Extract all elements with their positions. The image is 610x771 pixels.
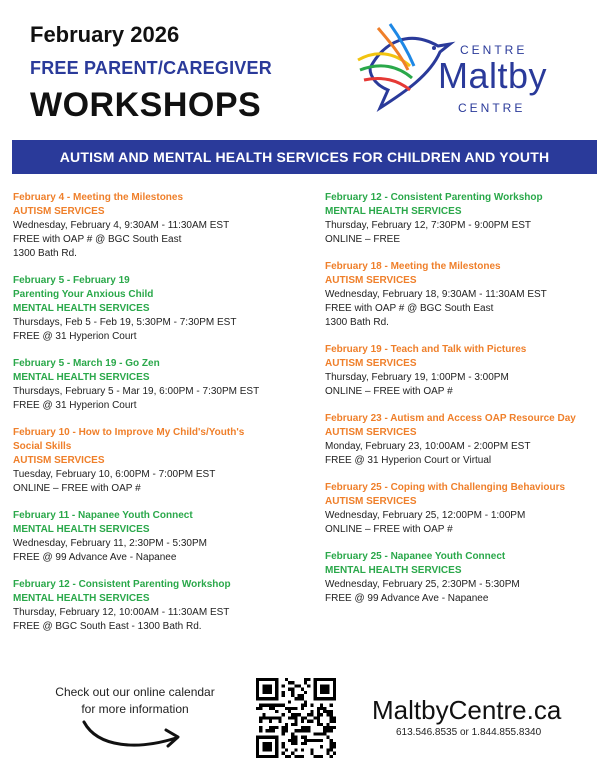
subtitle-heading: FREE PARENT/CAREGIVER (30, 58, 272, 78)
event-detail: Wednesday, February 4, 9:30AM - 11:30AM EST (13, 220, 230, 231)
event-title: February 18 - Meeting the Milestones (325, 261, 501, 272)
event-title: February 12 - Consistent Parenting Workshop (13, 579, 231, 590)
calendar-line-1: Check out our online calendar (55, 685, 215, 699)
event-item (325, 481, 605, 537)
event-detail: FREE @ BGC South East - 1300 Bath Rd. (13, 621, 202, 632)
month-heading: February 2026 (30, 22, 180, 47)
event-detail: Wednesday, February 25, 2:30PM - 5:30PM (325, 579, 520, 590)
left-event-column (13, 191, 309, 647)
event-service: AUTISM SERVICES (13, 206, 105, 217)
event-title: February 4 - Meeting the Milestones (13, 192, 184, 203)
event-item (325, 550, 605, 606)
event-service: AUTISM SERVICES (325, 496, 417, 507)
event-service: MENTAL HEALTH SERVICES (325, 206, 462, 217)
right-event-column (325, 191, 605, 619)
event-detail: FREE with OAP # @ BGC South East (325, 303, 494, 314)
event-detail: ONLINE – FREE with OAP # (13, 483, 141, 494)
event-detail: Monday, February 23, 10:00AM - 2:00PM EST (325, 441, 531, 452)
event-title: February 23 - Autism and Access OAP Resource Day (325, 413, 576, 424)
event-title-continued: Parenting Your Anxious Child (13, 289, 154, 300)
event-service: MENTAL HEALTH SERVICES (325, 565, 462, 576)
event-detail: Thursdays, February 5 - Mar 19, 6:00PM - 7:30PM EST (13, 386, 260, 397)
event-detail: Thursdays, Feb 5 - Feb 19, 5:30PM - 7:30PM EST (13, 317, 237, 328)
event-detail: 1300 Bath Rd. (325, 317, 389, 328)
event-detail: Thursday, February 12, 10:00AM - 11:30AM EST (13, 607, 230, 618)
logo-bottom-text: CENTRE (458, 101, 526, 115)
event-detail: FREE @ 99 Advance Ave - Napanee (13, 552, 177, 563)
event-item (325, 412, 605, 468)
event-detail: ONLINE – FREE with OAP # (325, 386, 453, 397)
event-detail: Thursday, February 12, 7:30PM - 9:00PM EST (325, 220, 532, 231)
event-detail: Wednesday, February 11, 2:30PM - 5:30PM (13, 538, 207, 549)
event-item (13, 191, 309, 261)
event-item (13, 274, 309, 344)
event-service: MENTAL HEALTH SERVICES (13, 524, 150, 535)
event-detail: FREE @ 31 Hyperion Court (13, 400, 137, 411)
event-detail: ONLINE – FREE (325, 234, 401, 245)
header (0, 0, 610, 136)
event-detail: FREE with OAP # @ BGC South East (13, 234, 182, 245)
event-detail: FREE @ 31 Hyperion Court or Virtual (325, 455, 492, 466)
curved-arrow-icon (78, 716, 188, 752)
event-detail: 1300 Bath Rd. (13, 248, 77, 259)
event-detail: Thursday, February 19, 1:00PM - 3:00PM (325, 372, 509, 383)
event-item (13, 509, 309, 565)
event-service: AUTISM SERVICES (325, 427, 417, 438)
calendar-callout (40, 684, 230, 718)
event-item (325, 191, 605, 247)
event-item (325, 343, 605, 399)
event-service: AUTISM SERVICES (325, 275, 417, 286)
event-detail: Tuesday, February 10, 6:00PM - 7:00PM EST (13, 469, 216, 480)
event-detail: Wednesday, February 25, 12:00PM - 1:00PM (325, 510, 526, 521)
event-service: MENTAL HEALTH SERVICES (13, 593, 150, 604)
event-item (13, 357, 309, 413)
event-detail: ONLINE – FREE with OAP # (325, 524, 453, 535)
event-service: MENTAL HEALTH SERVICES (13, 303, 150, 314)
event-title: February 11 - Napanee Youth Connect (13, 510, 193, 521)
title-heading: WORKSHOPS (30, 86, 262, 124)
event-item (325, 260, 605, 330)
event-title-continued: Social Skills (13, 441, 72, 452)
logo-top-text: CENTRE (460, 43, 528, 57)
event-detail: FREE @ 31 Hyperion Court (13, 331, 137, 342)
event-service: AUTISM SERVICES (13, 455, 105, 466)
event-title: February 25 - Napanee Youth Connect (325, 551, 506, 562)
calendar-line-2: for more information (81, 702, 189, 716)
event-detail: Wednesday, February 18, 9:30AM - 11:30AM EST (325, 289, 547, 300)
event-item (13, 426, 309, 496)
event-title: February 10 - How to Improve My Child's/Youth's (13, 427, 245, 438)
event-title: February 19 - Teach and Talk with Pictures (325, 344, 527, 355)
event-service: AUTISM SERVICES (325, 358, 417, 369)
event-service: MENTAL HEALTH SERVICES (13, 372, 150, 383)
event-title: February 25 - Coping with Challenging Behaviours (325, 482, 566, 493)
event-title: February 12 - Consistent Parenting Workshop (325, 192, 543, 203)
logo-wordmark: Maltby (438, 55, 548, 96)
event-title: February 5 - February 19 (13, 275, 130, 286)
phone-numbers: 613.546.8535 or 1.844.855.8340 (396, 727, 542, 738)
website-link[interactable]: MaltbyCentre.ca (372, 695, 562, 725)
qr-code-icon[interactable] (256, 678, 336, 758)
event-detail: FREE @ 99 Advance Ave - Napanee (325, 593, 489, 604)
event-item (13, 578, 309, 634)
event-title: February 5 - March 19 - Go Zen (13, 358, 160, 369)
services-banner: AUTISM AND MENTAL HEALTH SERVICES FOR CHILDREN AND YOUTH (12, 140, 597, 174)
